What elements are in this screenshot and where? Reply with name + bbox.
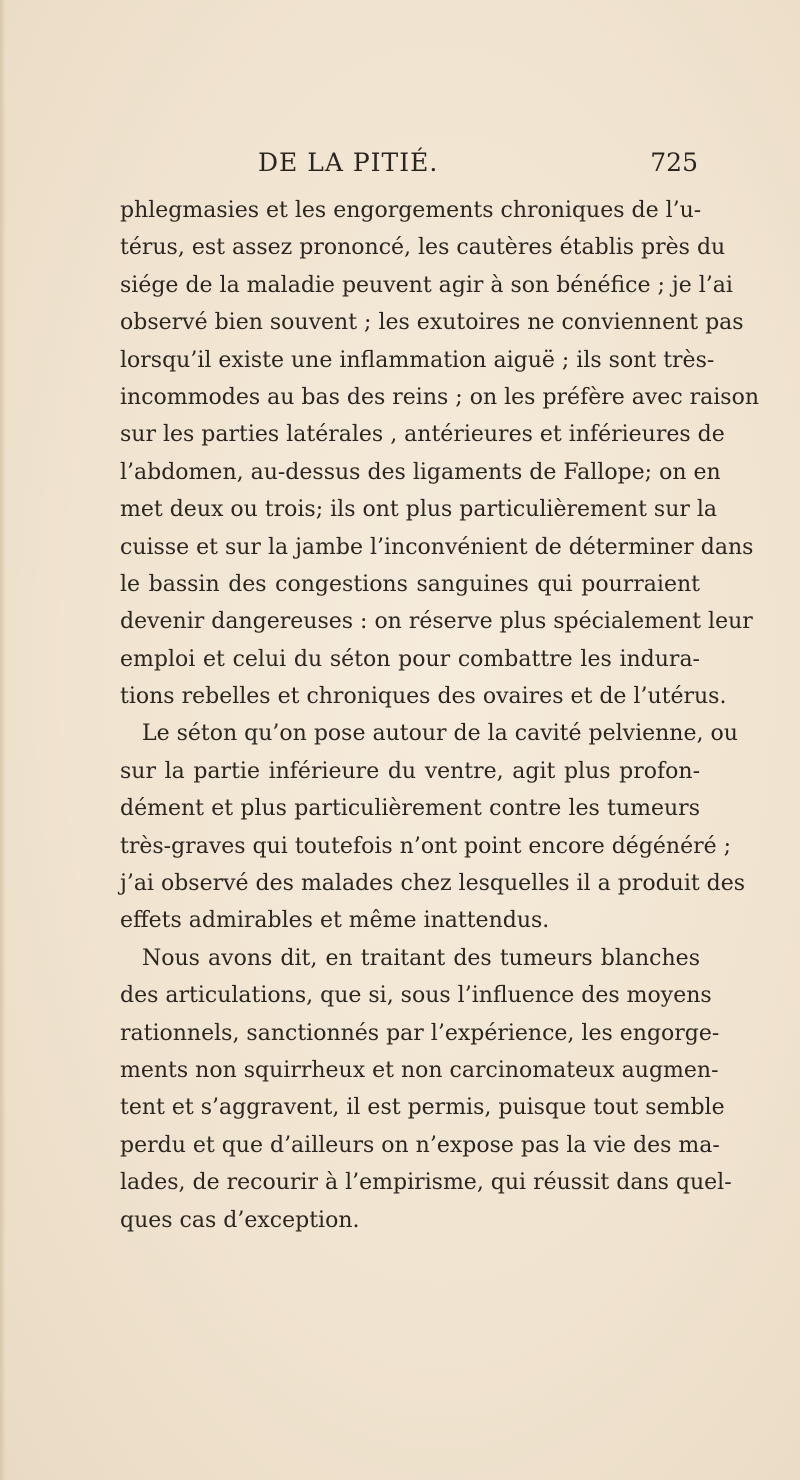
text-line: phlegmasies et les engorgements chroniques de l’u- <box>120 198 702 223</box>
text-line: l’abdomen, au-dessus des ligaments de Fallope; on en <box>120 459 721 485</box>
text-line: met deux ou trois; ils ont plus particulièrement sur la <box>120 497 718 523</box>
page-header <box>158 148 698 184</box>
text-line: tent et s’aggravent, il est permis, puisque tout semble <box>120 1095 725 1121</box>
text-line: perdu et que d’ailleurs on n’expose pas la vie des ma- <box>120 1132 720 1158</box>
text-line: dément et plus particulièrement contre les tumeurs <box>120 796 700 822</box>
text-line: ques cas d’exception. <box>120 1207 360 1233</box>
text-line: rationnels, sanctionnés par l’expérience, les engorge- <box>120 1020 720 1046</box>
page-number: 725 <box>650 148 698 177</box>
text-line: très-graves qui toutefois n’ont point encore dégénéré ; <box>120 833 732 859</box>
text-line: lades, de recourir à l’empirisme, qui réussit dans quel- <box>120 1170 732 1196</box>
running-head: DE LA PITIÉ. <box>258 148 439 177</box>
text-line: térus, est assez prononcé, les cautères établis près du <box>120 235 726 261</box>
paragraph-start-line: Le séton qu’on pose autour de la cavité pelvienne, ou <box>142 721 738 747</box>
text-line: sur les parties latérales , antérieures et inférieures de <box>120 422 725 448</box>
text-line: le bassin des congestions sanguines qui pourraient <box>120 571 700 597</box>
text-line: siége de la maladie peuvent agir à son bénéfice ; je l’ai <box>120 272 733 298</box>
text-line: sur la partie inférieure du ventre, agit plus profon- <box>120 758 700 784</box>
text-line: incommodes au bas des reins ; on les préfère avec raison <box>120 384 760 410</box>
text-line: tions rebelles et chroniques des ovaires et de l’utérus. <box>120 684 727 710</box>
text-line: emploi et celui du séton pour combattre les indura- <box>120 646 700 672</box>
text-line: effets admirables et même inattendus. <box>120 908 550 934</box>
text-line: observé bien souvent ; les exutoires ne conviennent pas <box>120 310 744 336</box>
page-edge-shadow <box>0 0 6 1480</box>
text-line: des articulations, que si, sous l’influence des moyens <box>120 983 712 1009</box>
text-line: j’ai observé des malades chez lesquelles il a produit des <box>120 871 746 897</box>
text-line: cuisse et sur la jambe l’inconvénient de déterminer dans <box>120 534 754 560</box>
body-text <box>120 192 760 1239</box>
text-line: ments non squirrheux et non carcinomateux augmen- <box>120 1057 719 1083</box>
text-line: lorsqu’il existe une inflammation aiguë ; ils sont très- <box>120 347 715 373</box>
text-line: devenir dangereuses : on réserve plus spécialement leur <box>120 609 753 635</box>
paragraph-start-line: Nous avons dit, en traitant des tumeurs blanches <box>142 945 700 971</box>
